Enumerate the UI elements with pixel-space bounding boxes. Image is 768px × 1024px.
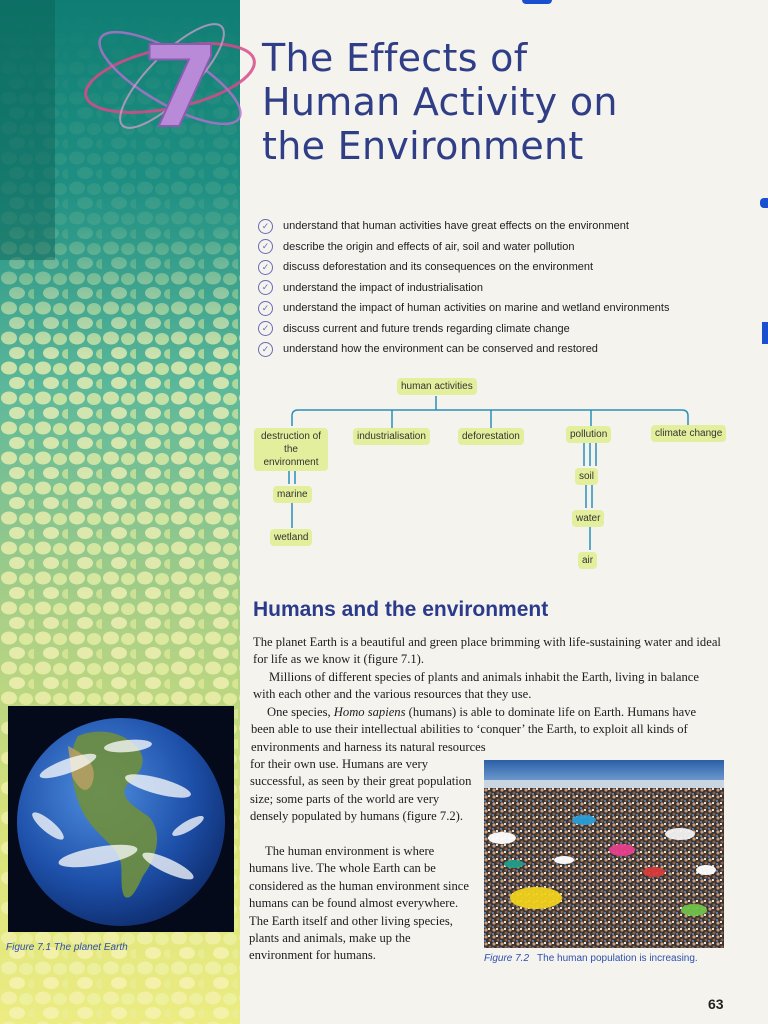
node-climate-change: climate change <box>651 425 726 442</box>
beach-crowd-image <box>484 760 724 948</box>
paragraph-3-text-b: (humans) is able to dominate life on Earth. Humans have been able to use their intellectual abilities to ‘conquer’ the Earth, to exploit all kinds of environments and harness its natural resources <box>251 705 697 754</box>
beach-crowd-graphic <box>484 760 724 948</box>
node-destruction-label: destruction of the environment <box>260 431 322 468</box>
species-name: Homo sapiens <box>333 705 406 719</box>
node-water: water <box>572 510 604 527</box>
objective-text: understand the impact of industrialisation <box>283 281 483 294</box>
paragraph-1-text: The planet Earth is a beautiful and green place brimming with life-sustaining water and ideal for life as we know it (figure 7.1). <box>253 635 721 667</box>
earth-globe-graphic <box>8 706 234 932</box>
check-circle-icon: ✓ <box>258 239 273 254</box>
paragraph-1 <box>253 634 723 669</box>
objective-item <box>258 257 738 278</box>
paragraph-3-text-c: for their own use. Humans are very successful, as seen by their great population size; some parts of the world are very densely populated by humans (figure 7.2). <box>250 757 472 824</box>
paragraph-4-text: The human environment is where humans live. The whole Earth can be considered as the human environment since humans can be found almost everywhere. The Earth itself and other living species, plants and animals, make up the environment for humans. <box>249 844 469 963</box>
paragraph-3-continued <box>250 756 476 826</box>
title-line-3: the Environment <box>262 124 584 168</box>
objective-text: understand the impact of human activities on marine and wetland environments <box>283 302 670 315</box>
objective-item <box>258 298 738 319</box>
node-soil: soil <box>575 468 598 485</box>
objective-item <box>258 319 738 340</box>
figure-7-2-text: The human population is increasing. <box>537 953 698 964</box>
title-line-1: The Effects of <box>262 36 528 80</box>
chapter-title <box>262 36 618 168</box>
node-industrialisation: industrialisation <box>353 428 430 445</box>
blue-pen-mark-right-lower <box>762 322 768 344</box>
blue-pen-mark-right <box>760 198 768 208</box>
objective-text: describe the origin and effects of air, soil and water pollution <box>283 240 575 253</box>
check-circle-icon: ✓ <box>258 342 273 357</box>
check-circle-icon: ✓ <box>258 301 273 316</box>
node-air: air <box>578 552 597 569</box>
figure-7-2-number: Figure 7.2 <box>484 953 530 964</box>
node-destruction-of-environment <box>254 428 328 471</box>
paragraph-4 <box>249 843 475 965</box>
node-deforestation: deforestation <box>458 428 524 445</box>
blue-pen-mark-top <box>522 0 552 4</box>
page-number: 63 <box>708 996 724 1012</box>
earth-image <box>8 706 234 932</box>
node-wetland: wetland <box>270 529 312 546</box>
paragraph-2 <box>253 669 723 704</box>
objective-item <box>258 237 738 258</box>
check-circle-icon: ✓ <box>258 219 273 234</box>
objective-text: understand that human activities have great effects on the environment <box>283 220 629 233</box>
node-marine: marine <box>273 486 312 503</box>
paragraph-3-text-a: One species, <box>267 705 334 719</box>
figure-7-1-caption: Figure 7.1 The planet Earth <box>6 942 128 953</box>
objective-text: understand how the environment can be conserved and restored <box>283 343 598 356</box>
figure-7-2-caption <box>484 953 698 964</box>
objective-item <box>258 339 738 360</box>
objective-item <box>258 278 738 299</box>
section-heading: Humans and the environment <box>253 598 549 621</box>
check-circle-icon: ✓ <box>258 280 273 295</box>
objective-text: discuss deforestation and its consequences on the environment <box>283 261 594 274</box>
paragraph-2-text: Millions of different species of plants and animals inhabit the Earth, living in balance with each other and the various resources that they use. <box>253 670 699 702</box>
title-line-2: Human Activity on <box>262 80 618 124</box>
learning-objectives <box>258 216 738 360</box>
node-human-activities: human activities <box>397 378 477 395</box>
chapter-number-logo <box>80 8 260 148</box>
paragraph-3 <box>251 704 723 756</box>
objective-text: discuss current and future trends regarding climate change <box>283 322 570 335</box>
objective-item <box>258 216 738 237</box>
node-pollution: pollution <box>566 426 611 443</box>
check-circle-icon: ✓ <box>258 260 273 275</box>
chapter-number: 7 <box>142 23 220 148</box>
check-circle-icon: ✓ <box>258 321 273 336</box>
